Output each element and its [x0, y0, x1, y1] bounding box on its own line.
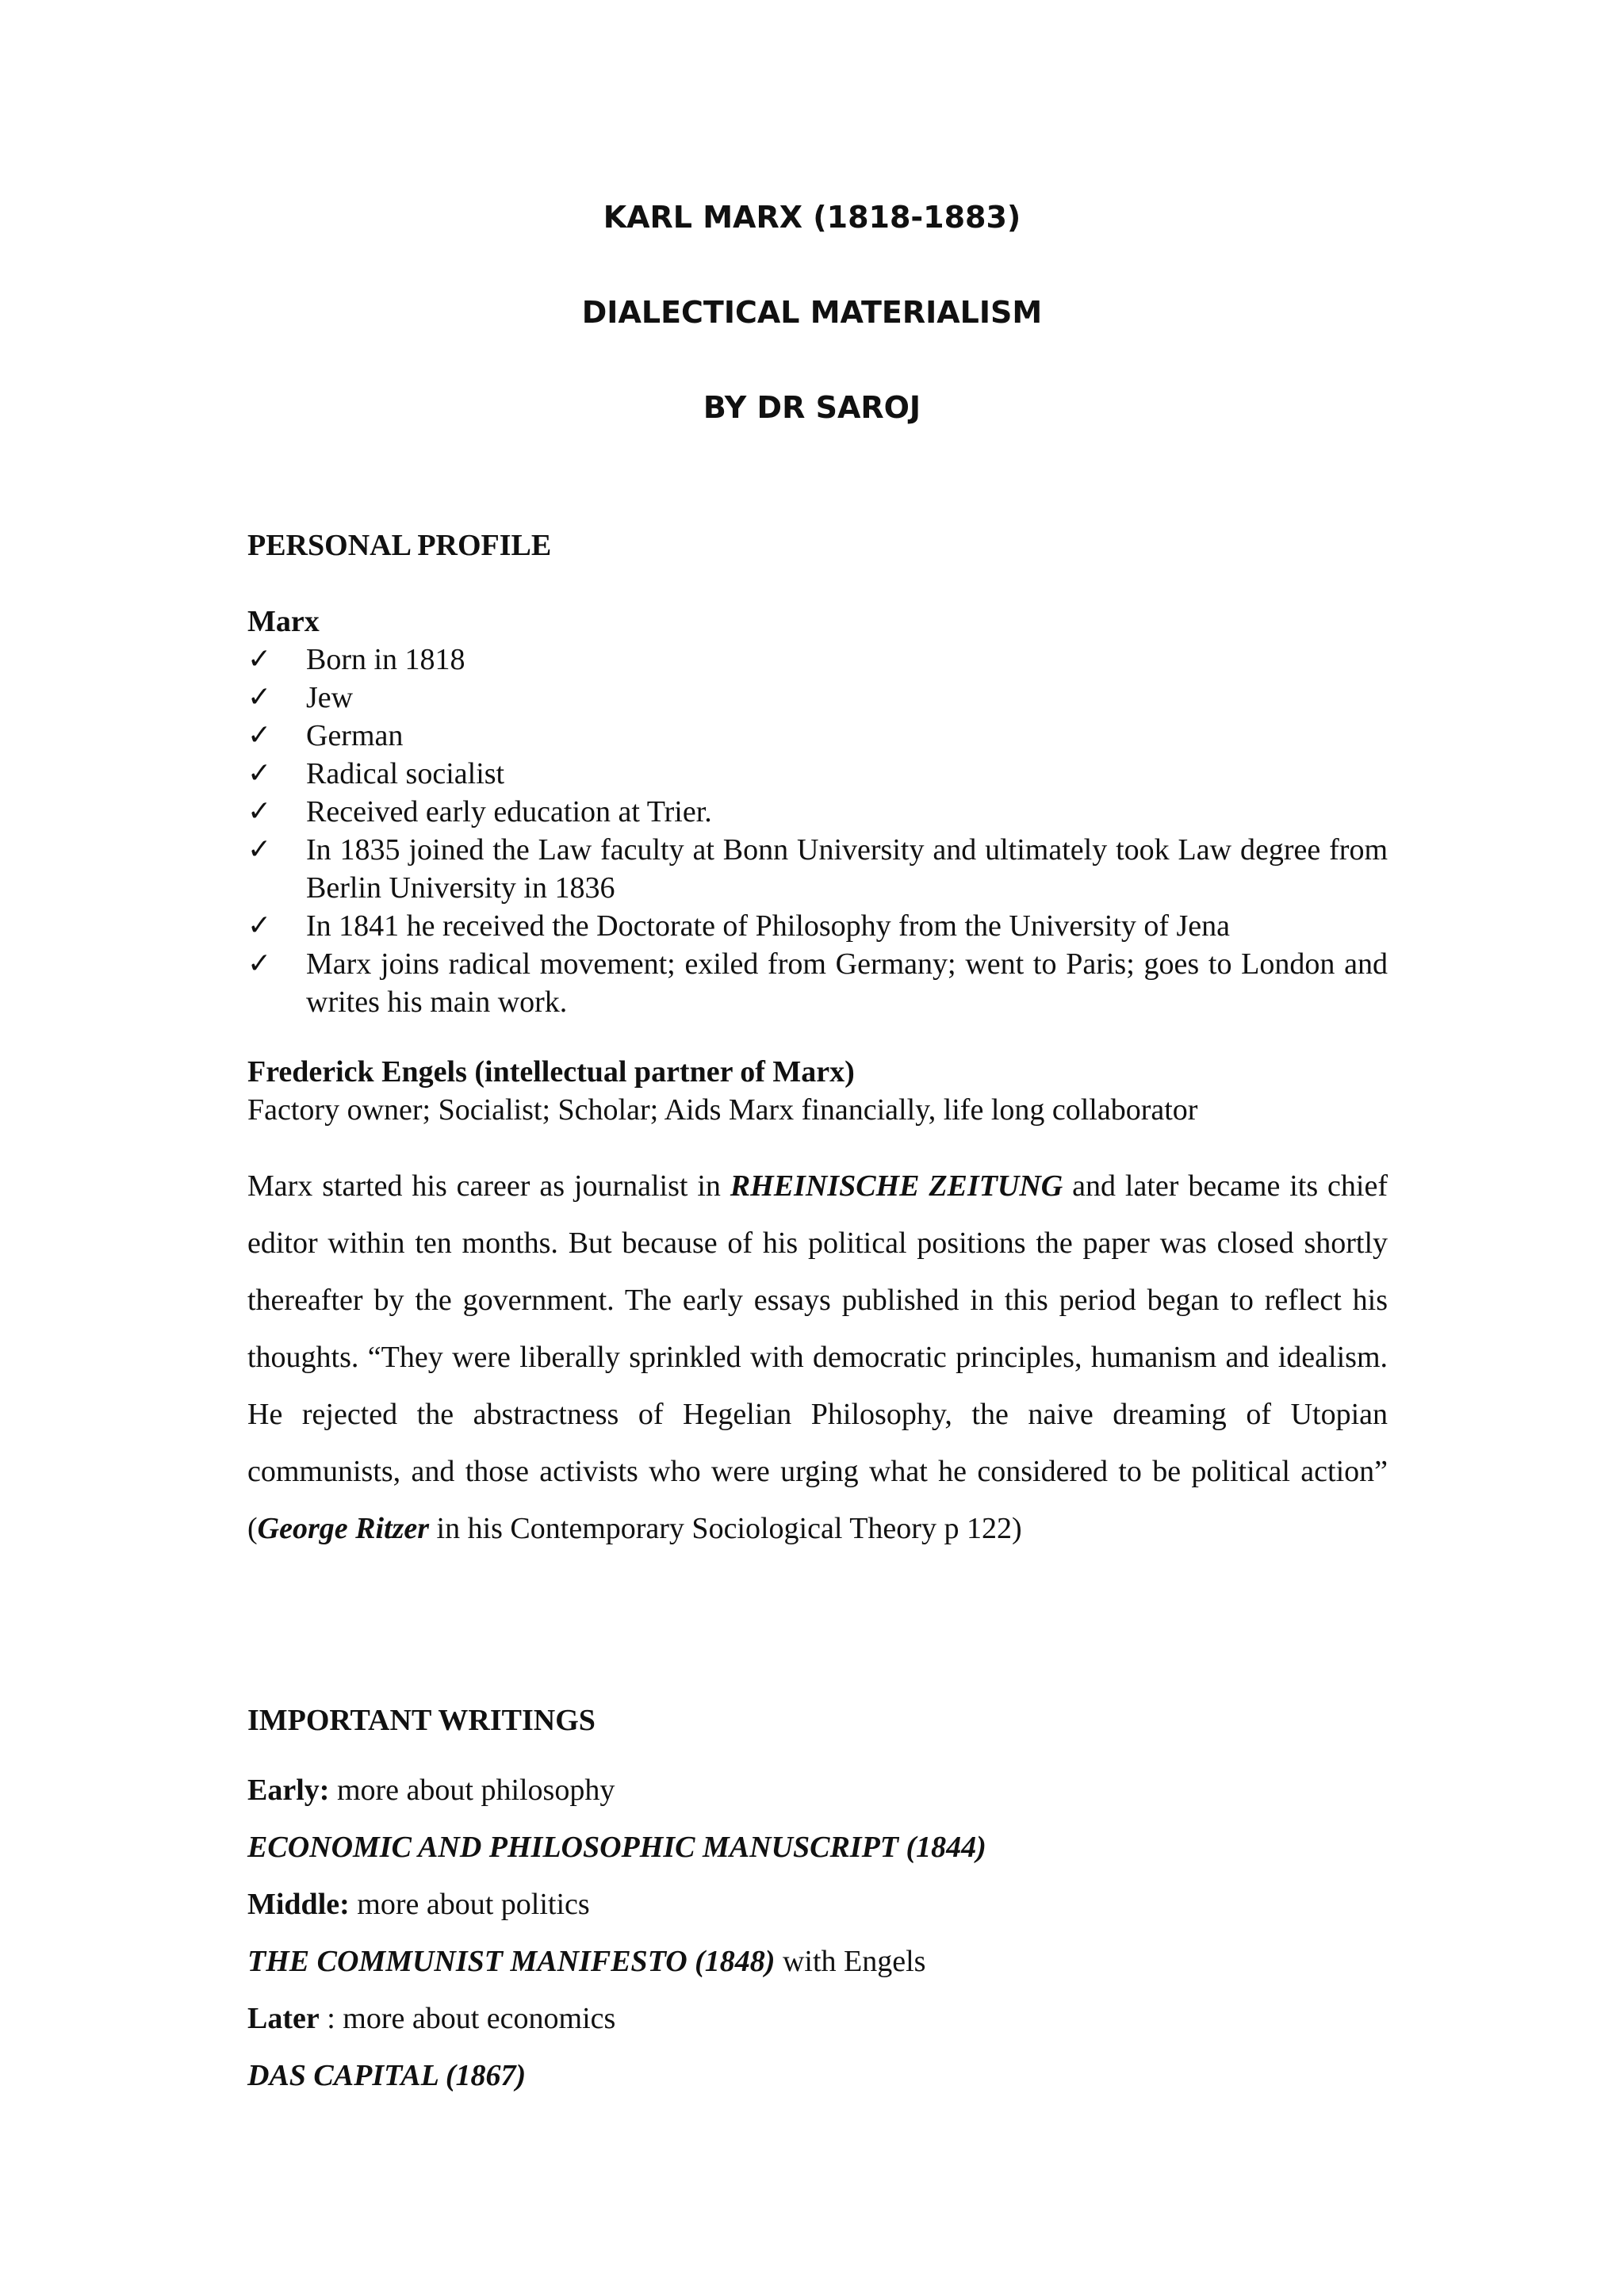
newspaper-name: RHEINISCHE ZEITUNG [730, 1169, 1063, 1203]
writing-middle: Middle: more about politics [247, 1888, 590, 1921]
writings-list [247, 1762, 1388, 2104]
list-item: ✓ Jew [247, 679, 1388, 717]
writings-section [247, 1701, 1388, 1739]
list-item: ✓ German [247, 717, 1388, 755]
list-item: ✓ In 1835 joined the Law faculty at Bonn University and ultimately took Law degree from Berlin University in 1836 [247, 831, 1388, 907]
checkmark-icon: ✓ [247, 681, 272, 714]
author-line: BY DR SAROJ [703, 390, 921, 425]
list-item: ✓ Radical socialist [247, 755, 1388, 793]
writing-early-title: ECONOMIC AND PHILOSOPHIC MANUSCRIPT (1844) [247, 1831, 986, 1864]
list-item: ✓ Born in 1818 [247, 641, 1388, 679]
section-heading-personal-profile: PERSONAL PROFILE [247, 529, 552, 562]
profile-checklist [247, 641, 1388, 1021]
checkmark-icon: ✓ [247, 833, 272, 866]
engels-heading: Frederick Engels (intellectual partner of Marx) [247, 1055, 855, 1089]
main-title: KARL MARX (1818-1883) [603, 200, 1021, 235]
writing-early: Early: more about philosophy [247, 1774, 615, 1807]
checkmark-icon: ✓ [247, 719, 272, 752]
personal-profile-section [247, 526, 1388, 564]
list-item: ✓ In 1841 he received the Doctorate of Philosophy from the University of Jena [247, 907, 1388, 945]
checkmark-icon: ✓ [247, 757, 272, 790]
subheading-marx: Marx [247, 605, 320, 638]
subtitle-block [0, 295, 1624, 330]
engels-description: Factory owner; Socialist; Scholar; Aids Marx financially, life long collaborator [247, 1093, 1198, 1127]
author-block [0, 390, 1624, 425]
marx-profile [247, 603, 1388, 1021]
citation-author: George Ritzer [257, 1512, 430, 1545]
career-section [247, 1158, 1388, 1557]
list-item: ✓ Marx joins radical movement; exiled from Germany; went to Paris; goes to London and writes his main work. [247, 945, 1388, 1021]
writing-middle-title: THE COMMUNIST MANIFESTO (1848) with Engels [247, 1945, 926, 1978]
checkmark-icon: ✓ [247, 947, 272, 980]
engels-section [247, 1053, 1388, 1129]
checkmark-icon: ✓ [247, 643, 272, 675]
checkmark-icon: ✓ [247, 909, 272, 942]
list-item: ✓ Received early education at Trier. [247, 793, 1388, 831]
subtitle: DIALECTICAL MATERIALISM [581, 295, 1043, 330]
checkmark-icon: ✓ [247, 795, 272, 828]
section-heading-writings: IMPORTANT WRITINGS [247, 1704, 596, 1737]
writing-later-title: DAS CAPITAL (1867) [247, 2059, 527, 2092]
career-paragraph: Marx started his career as journalist in RHEINISCHE ZEITUNG and later became its chief editor within ten months. But because of his political positions the paper was closed shortly thereafter by the government. The early essays published in this period began to reflect his thoughts. “They were liberally sprinkled with democratic principles, humanism and idealism. He rejected the abstractness of Hegelian Philosophy, the naive dreaming of Utopian communists, and those activists who were urging what he considered to be political action” (George Ritzer in his Contemporary Sociological Theory p 122) [247, 1169, 1388, 1545]
writing-later: Later : more about economics [247, 2002, 616, 2035]
title-block [0, 200, 1624, 235]
